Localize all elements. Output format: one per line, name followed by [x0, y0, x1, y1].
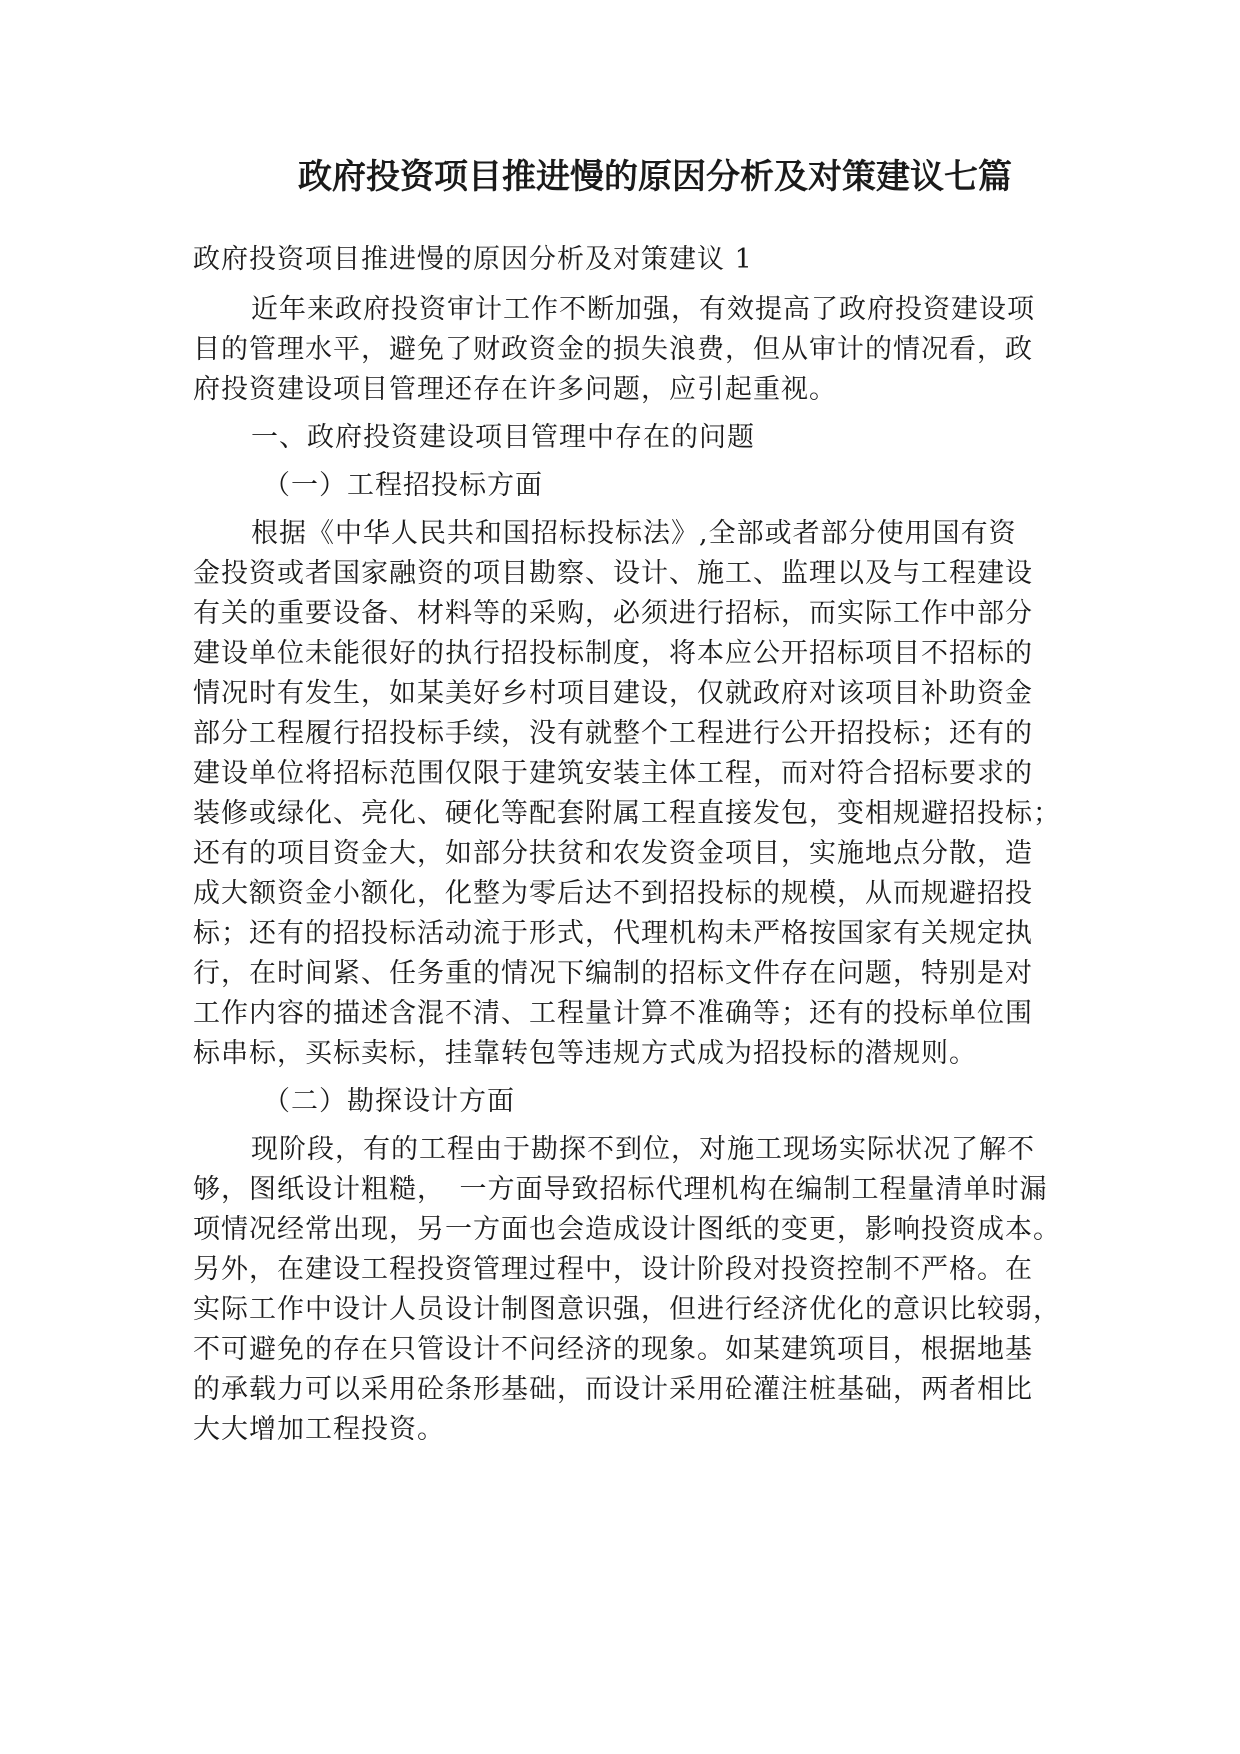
paragraph-line: 建设单位将招标范围仅限于建筑安装主体工程，而对符合招标要求的 — [193, 758, 1033, 789]
paragraph-line: 的承载力可以采用砼条形基础，而设计采用砼灌注桩基础，两者相比 — [193, 1374, 1033, 1405]
paragraph-line: 情况时有发生，如某美好乡村项目建设，仅就政府对该项目补助资金 — [193, 678, 1033, 709]
paragraph-line: 不可避免的存在只管设计不问经济的现象。如某建筑项目，根据地基 — [193, 1334, 1033, 1365]
paragraph-line: 大大增加工程投资。 — [193, 1414, 445, 1445]
intro-paragraph — [193, 290, 1043, 410]
paragraph-line: 还有的项目资金大，如部分扶贫和农发资金项目，实施地点分散，造 — [193, 838, 1033, 869]
document-subtitle: 政府投资项目推进慢的原因分析及对策建议 1 — [193, 244, 753, 275]
heading-text: （一）工程招投标方面 — [263, 470, 543, 501]
document-body — [193, 240, 1061, 1458]
paragraph-line: 成大额资金小额化，化整为零后达不到招投标的规模，从而规避招投 — [193, 878, 1033, 909]
paragraph-line: 行，在时间紧、任务重的情况下编制的招标文件存在问题，特别是对 — [193, 958, 1033, 989]
paragraph-line: 目的管理水平，避免了财政资金的损失浪费，但从审计的情况看，政 — [193, 334, 1033, 365]
paragraph-line: 根据《中华人民共和国招标投标法》,全部或者部分使用国有资 — [251, 518, 1017, 549]
paragraph-line: 实际工作中设计人员设计制图意识强，但进行经济优化的意识比较弱， — [193, 1294, 1061, 1325]
paragraph-line: 建设单位未能很好的执行招投标制度，将本应公开招标项目不招标的 — [193, 638, 1033, 669]
subsection-heading-2 — [193, 1082, 1043, 1122]
subsection-heading-1 — [193, 466, 1043, 506]
survey-paragraph — [193, 1130, 1061, 1450]
paragraph-line: 现阶段，有的工程由于勘探不到位，对施工现场实际状况了解不 — [251, 1134, 1035, 1165]
section-heading-1 — [193, 418, 1043, 458]
heading-text: （二）勘探设计方面 — [263, 1086, 515, 1117]
paragraph-line: 装修或绿化、亮化、硬化等配套附属工程直接发包，变相规避招投标； — [193, 798, 1061, 829]
paragraph-line: 府投资建设项目管理还存在许多问题，应引起重视。 — [193, 374, 837, 405]
paragraph-line: 金投资或者国家融资的项目勘察、设计、施工、监理以及与工程建设 — [193, 558, 1033, 589]
paragraph-line: 有关的重要设备、材料等的采购，必须进行招标，而实际工作中部分 — [193, 598, 1033, 629]
bidding-paragraph — [193, 514, 1061, 1074]
paragraph-line: 部分工程履行招投标手续，没有就整个工程进行公开招投标；还有的 — [193, 718, 1033, 749]
paragraph-line: 标；还有的招投标活动流于形式，代理机构未严格按国家有关规定执 — [193, 918, 1033, 949]
paragraph-line: 另外，在建设工程投资管理过程中，设计阶段对投资控制不严格。在 — [193, 1254, 1033, 1285]
paragraph-line: 工作内容的描述含混不清、工程量计算不准确等；还有的投标单位围 — [193, 998, 1033, 1029]
paragraph-line: 近年来政府投资审计工作不断加强，有效提高了政府投资建设项 — [251, 294, 1035, 325]
paragraph-line: 够，图纸设计粗糙， 一方面导致招标代理机构在编制工程量清单时漏 — [193, 1174, 1048, 1205]
paragraph-line: 项情况经常出现，另一方面也会造成设计图纸的变更，影响投资成本。 — [193, 1214, 1061, 1245]
heading-text: 一、政府投资建设项目管理中存在的问题 — [251, 422, 755, 453]
paragraph-line: 标串标，买标卖标，挂靠转包等违规方式成为招投标的潜规则。 — [193, 1038, 977, 1069]
document-title: 政府投资项目推进慢的原因分析及对策建议七篇 — [298, 157, 1012, 197]
